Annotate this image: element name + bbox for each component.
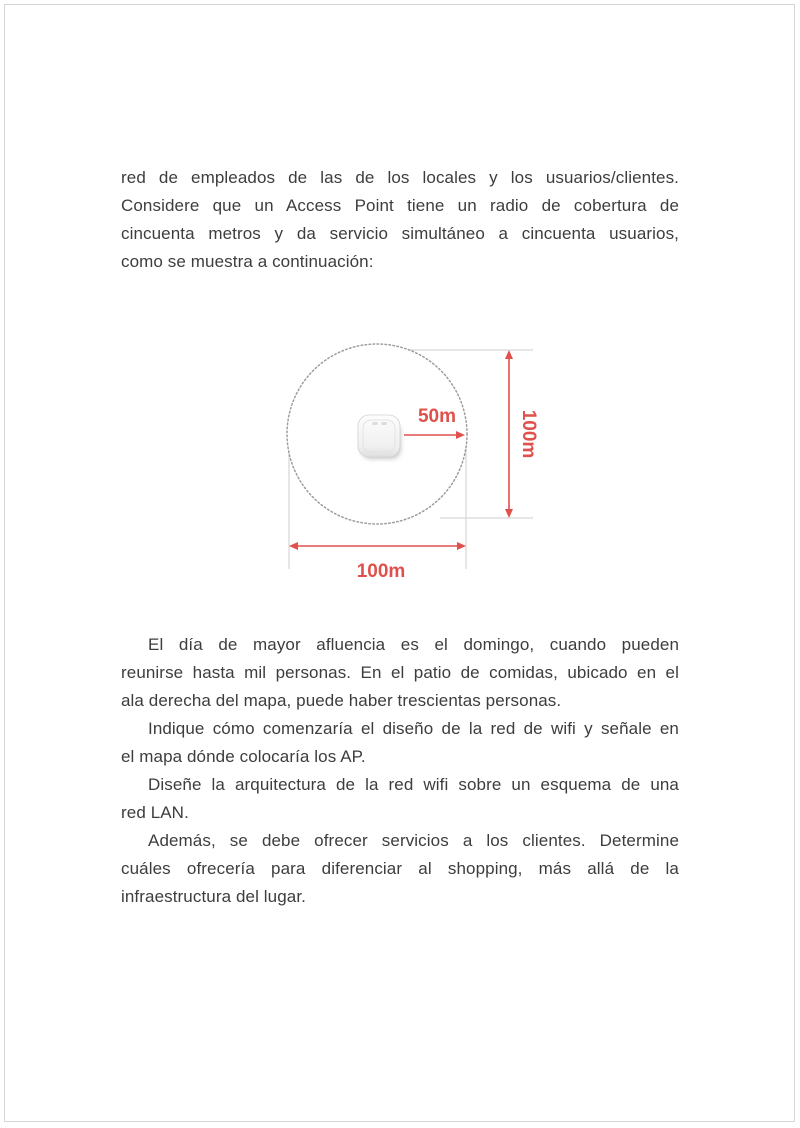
paragraph — [121, 715, 679, 771]
arrowhead — [505, 509, 513, 518]
text-line: Indique cómo comenzaría el diseño de la red de wifi y señale en — [148, 719, 679, 738]
text-line: como se muestra a continuación: — [121, 252, 374, 271]
text-line: El día de mayor afluencia es el domingo, cuando pueden — [148, 635, 679, 654]
access-point-device — [358, 415, 401, 459]
horizontal-dimension-label: 100m — [356, 561, 406, 582]
paragraph — [121, 771, 679, 827]
text-line: red de empleados de las de los locales y los usuarios/clientes. — [121, 168, 679, 187]
text-line: red LAN. — [121, 803, 189, 822]
text-line: el mapa dónde colocaría los AP. — [121, 747, 366, 766]
text-line: Además, se debe ofrecer servicios a los clientes. Determine — [148, 831, 679, 850]
text-line: cuáles ofrecería para diferenciar al shopping, más allá de la — [121, 859, 679, 878]
arrowhead — [457, 542, 466, 550]
paragraph — [121, 827, 679, 911]
arrowhead — [289, 542, 298, 550]
coverage-diagram — [250, 331, 560, 593]
radius-label: 50m — [417, 406, 457, 427]
text-line: infraestructura del lugar. — [121, 887, 306, 906]
text-line: reunirse hasta mil personas. En el patio de comidas, ubicado en el — [121, 663, 679, 682]
text-line: cincuenta metros y da servicio simultáneo a cincuenta usuarios, — [121, 224, 679, 243]
text-line: Diseñe la arquitectura de la red wifi sobre un esquema de una — [148, 775, 679, 794]
paragraph-group — [121, 631, 679, 911]
vertical-dimension-line — [505, 350, 513, 518]
paragraph — [121, 164, 679, 276]
text-line: Considere que un Access Point tiene un radio de cobertura de — [121, 196, 679, 215]
arrowhead — [505, 350, 513, 359]
text-line: ala derecha del mapa, puede haber trescientas personas. — [121, 691, 562, 710]
horizontal-dimension-line — [289, 542, 466, 550]
vertical-dimension-label: 100m — [517, 409, 539, 459]
document-page — [4, 4, 795, 1122]
paragraph — [121, 631, 679, 715]
